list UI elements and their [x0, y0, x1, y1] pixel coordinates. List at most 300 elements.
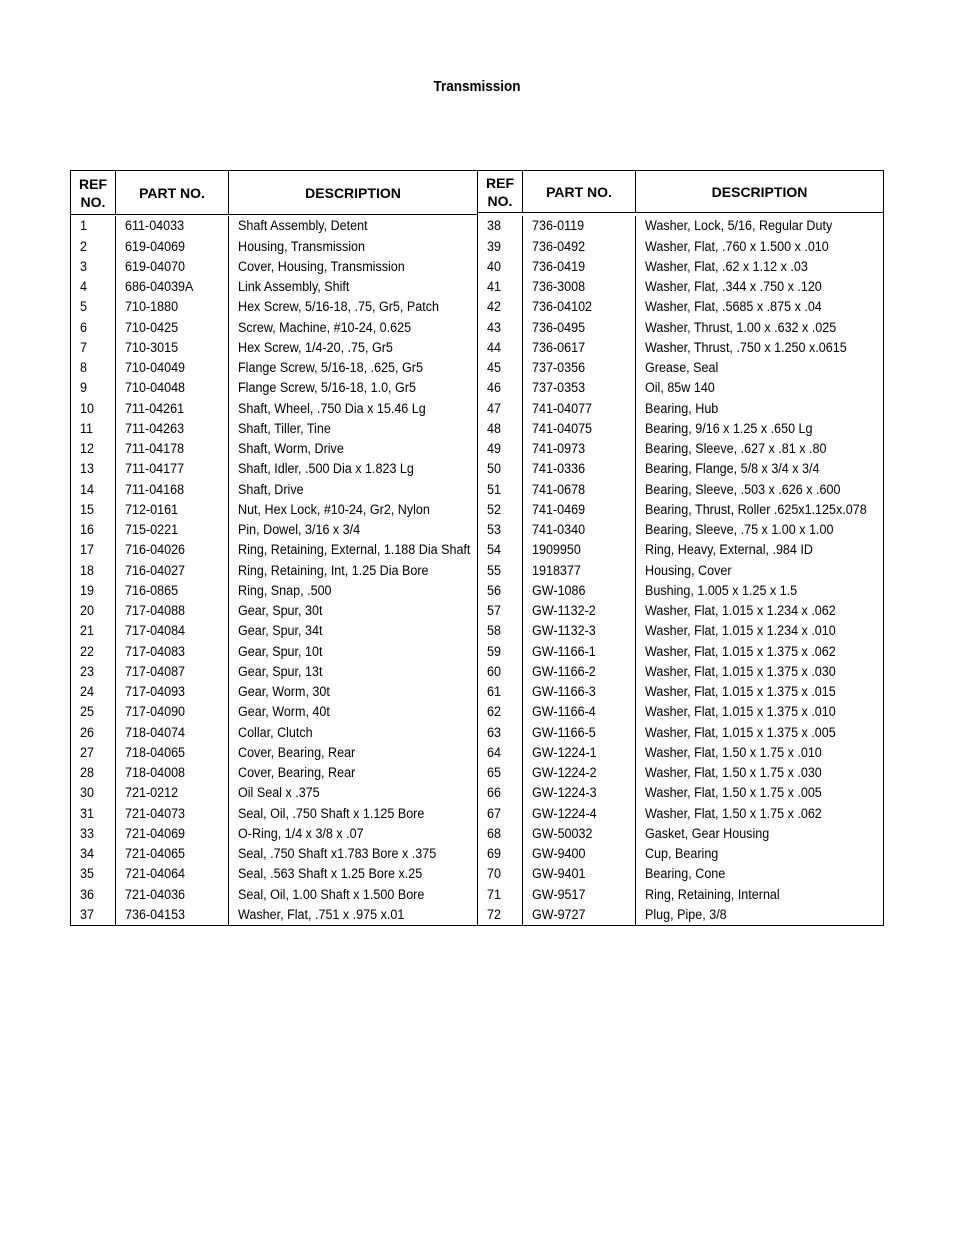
cell-text: 710-0425	[125, 319, 179, 335]
cell-text: Washer, Flat, 1.015 x 1.375 x .010	[645, 704, 836, 720]
cell-text: 50	[487, 461, 501, 477]
cell-text: Collar, Clutch	[238, 724, 313, 740]
description-cell	[636, 642, 883, 662]
cell-text: 47	[487, 400, 501, 416]
cell-text: 741-0678	[532, 481, 586, 497]
cell-text: 44	[487, 339, 501, 355]
cell-text: 711-04178	[125, 441, 185, 456]
ref-no-cell	[71, 257, 115, 277]
cell-text: 736-04102	[532, 299, 593, 315]
cell-text: 59	[487, 643, 501, 659]
description-cell	[229, 601, 477, 621]
part-no-cell	[523, 338, 635, 358]
cell-text: Washer, Flat, .62 x 1.12 x .03	[645, 258, 808, 274]
ref-no-cell	[71, 419, 115, 439]
cell-text: 31	[80, 805, 94, 821]
description-cell	[229, 419, 477, 439]
part-no-cell	[523, 540, 635, 560]
cell-text: Washer, Flat, 1.015 x 1.375 x .062	[645, 643, 836, 659]
cell-text: 35	[80, 866, 94, 882]
cell-text: Gear, Worm, 30t	[238, 684, 330, 699]
cell-text: 20	[80, 603, 94, 618]
part-no-cell	[116, 500, 228, 520]
cell-text: 718-04065	[125, 744, 186, 760]
cell-text: 25	[80, 704, 94, 720]
cell-text: 58	[487, 623, 501, 639]
cell-text: 717-04088	[125, 603, 186, 618]
cell-text: Link Assembly, Shift	[238, 279, 350, 294]
cell-text: 71	[487, 886, 501, 902]
cell-text: 717-04093	[125, 684, 186, 699]
ref-no-cell	[478, 378, 522, 398]
cell-text: 48	[487, 420, 501, 436]
part-no-cell	[116, 216, 228, 236]
cell-text: Ring, Retaining, Internal	[645, 886, 780, 902]
cell-text: 721-04036	[125, 886, 186, 902]
cell-text: Washer, Flat, .344 x .750 x .120	[645, 279, 822, 294]
cell-text: 67	[487, 805, 501, 821]
cell-text: Flange Screw, 5/16-18, .625, Gr5	[238, 360, 423, 375]
part-no-cell	[523, 581, 635, 601]
cell-text: 736-0617	[532, 339, 586, 355]
cell-text: Nut, Hex Lock, #10-24, Gr2, Nylon	[238, 501, 430, 517]
cell-text: Shaft, Tiller, Tine	[238, 420, 331, 436]
part-no-cell	[116, 581, 228, 601]
part-no-cell	[523, 824, 635, 844]
part-no-cell	[523, 500, 635, 520]
cell-text: Ring, Heavy, External, .984 ID	[645, 542, 813, 558]
cell-text: Cover, Bearing, Rear	[238, 744, 356, 760]
cell-text: 736-04153	[125, 906, 186, 922]
header-ref-no	[478, 171, 523, 212]
cell-text: 72	[487, 906, 501, 922]
description-cell	[229, 257, 477, 277]
cell-text: Washer, Thrust, 1.00 x .632 x .025	[645, 319, 837, 335]
part-no-cell	[116, 763, 228, 783]
cell-text: Washer, Flat, 1.015 x 1.375 x .015	[645, 684, 836, 699]
description-cell	[636, 702, 883, 722]
ref-no-cell	[71, 399, 115, 419]
cell-text: 5	[80, 299, 87, 315]
part-no-cell	[116, 743, 228, 763]
ref-no-cell	[478, 804, 522, 824]
cell-text: Seal, .750 Shaft x1.783 Bore x .375	[238, 846, 437, 861]
cell-text: 22	[80, 643, 94, 659]
cell-text: O-Ring, 1/4 x 3/8 x .07	[238, 825, 364, 841]
description-cell	[636, 905, 883, 925]
cell-text: 70	[487, 866, 501, 882]
cell-text: 14	[80, 481, 94, 497]
ref-no-cell	[478, 237, 522, 257]
cell-text: 716-04026	[125, 542, 186, 558]
ref-no-cell	[478, 561, 522, 581]
cell-text: 712-0161	[125, 501, 179, 517]
page-title: Transmission	[433, 78, 521, 95]
cell-text: Gear, Worm, 40t	[238, 704, 330, 720]
part-no-cell	[116, 885, 228, 905]
cell-text: 63	[487, 724, 501, 740]
cell-text: GW-1224-2	[532, 765, 597, 780]
cell-text: Gear, Spur, 10t	[238, 643, 323, 659]
part-no-cell	[523, 844, 635, 864]
ref-no-cell	[71, 763, 115, 783]
ref-no-cell	[71, 864, 115, 884]
part-no-cell	[523, 561, 635, 581]
ref-no-cell	[478, 743, 522, 763]
ref-no-cell	[478, 642, 522, 662]
description-cell	[636, 439, 883, 459]
cell-text: GW-1224-3	[532, 785, 597, 801]
part-no-cell	[523, 763, 635, 783]
description-cell	[636, 277, 883, 297]
cell-text: 68	[487, 825, 501, 841]
cell-text: Bearing, Sleeve, .503 x .626 x .600	[645, 481, 841, 497]
description-cell	[229, 378, 477, 398]
ref-no-cell	[478, 905, 522, 925]
cell-text: Bearing, Hub	[645, 400, 719, 416]
cell-text: 710-04048	[125, 380, 186, 396]
cell-text: 61	[487, 684, 501, 699]
part-no-cell	[116, 257, 228, 277]
cell-text: 65	[487, 765, 501, 780]
ref-no-cell	[71, 885, 115, 905]
table-body	[478, 213, 883, 925]
cell-text: Washer, Flat, .760 x 1.500 x .010	[645, 238, 829, 254]
part-no-cell	[116, 520, 228, 540]
cell-text: Bearing, Thrust, Roller .625x1.125x.078	[645, 501, 867, 517]
cell-text: 13	[80, 461, 94, 477]
ref-no-cell	[478, 702, 522, 722]
cell-text: 52	[487, 501, 501, 517]
description-cell	[229, 621, 477, 641]
description-cell	[229, 682, 477, 702]
part-no-cell	[116, 864, 228, 884]
description-cell	[636, 561, 883, 581]
description-cell	[229, 399, 477, 419]
ref-no-cell	[478, 540, 522, 560]
cell-text: 741-0340	[532, 522, 586, 537]
description-column	[229, 216, 477, 925]
cell-text: Shaft, Worm, Drive	[238, 441, 344, 456]
cell-text: 10	[80, 400, 94, 416]
cell-text: 12	[80, 441, 94, 456]
cell-text: 736-0119	[532, 218, 585, 234]
part-no-cell	[116, 358, 228, 378]
cell-text: 736-0492	[532, 238, 586, 254]
cell-text: Washer, Flat, 1.015 x 1.375 x .030	[645, 663, 836, 679]
part-no-cell	[116, 237, 228, 257]
part-no-cell	[116, 783, 228, 803]
part-no-cell	[116, 561, 228, 581]
cell-text: 42	[487, 299, 501, 315]
cell-text: 34	[80, 846, 94, 861]
ref-no-cell	[478, 216, 522, 236]
part-no-cell	[116, 601, 228, 621]
cell-text: 51	[487, 481, 501, 497]
part-no-cell	[523, 662, 635, 682]
part-no-cell	[523, 297, 635, 317]
cell-text: 46	[487, 380, 501, 396]
ref-no-cell	[478, 277, 522, 297]
cell-text: 2	[80, 238, 87, 254]
cell-text: 710-3015	[125, 339, 179, 355]
cell-text: 718-04008	[125, 765, 186, 780]
cell-text: GW-9400	[532, 846, 586, 861]
cell-text: Bushing, 1.005 x 1.25 x 1.5	[645, 582, 798, 598]
description-cell	[229, 642, 477, 662]
cell-text: 716-0865	[125, 582, 179, 598]
ref-no-cell	[478, 662, 522, 682]
cell-text: Bearing, Cone	[645, 866, 726, 882]
ref-no-cell	[71, 439, 115, 459]
description-cell	[636, 480, 883, 500]
description-cell	[636, 581, 883, 601]
ref-no-cell	[71, 723, 115, 743]
description-cell	[636, 419, 883, 439]
ref-no-cell	[478, 601, 522, 621]
cell-text: Gasket, Gear Housing	[645, 825, 770, 841]
part-column	[116, 216, 229, 925]
part-no-cell	[523, 480, 635, 500]
cell-text: 37	[80, 906, 94, 922]
cell-text: GW-9401	[532, 866, 586, 882]
cell-text: GW-1166-4	[532, 704, 596, 720]
cell-text: 741-0973	[532, 441, 586, 456]
cell-text: Flange Screw, 5/16-18, 1.0, Gr5	[238, 380, 416, 396]
cell-text: Washer, Flat, 1.015 x 1.234 x .010	[645, 623, 836, 639]
cell-text: 39	[487, 238, 501, 254]
description-cell	[229, 763, 477, 783]
cell-text: 17	[80, 542, 94, 558]
cell-text: Washer, Flat, 1.015 x 1.375 x .005	[645, 724, 836, 740]
cell-text: 721-0212	[125, 785, 179, 801]
ref-no-cell	[478, 318, 522, 338]
cell-text: 716-04027	[125, 562, 186, 578]
cell-text: 27	[80, 744, 94, 760]
ref-no-cell	[71, 662, 115, 682]
description-cell	[229, 561, 477, 581]
ref-no-cell	[71, 358, 115, 378]
ref-no-cell	[478, 480, 522, 500]
description-cell	[229, 581, 477, 601]
ref-no-cell	[71, 520, 115, 540]
cell-text: 49	[487, 441, 501, 456]
part-no-cell	[116, 844, 228, 864]
ref-no-cell	[478, 581, 522, 601]
cell-text: 30	[80, 785, 94, 801]
part-no-cell	[523, 459, 635, 479]
cell-text: 55	[487, 562, 501, 578]
description-cell	[636, 824, 883, 844]
cell-text: 45	[487, 360, 501, 375]
cell-text: GW-9517	[532, 886, 586, 902]
part-no-cell	[116, 662, 228, 682]
cell-text: Hex Screw, 5/16-18, .75, Gr5, Patch	[238, 299, 439, 315]
cell-text: 64	[487, 744, 501, 760]
cell-text: 23	[80, 663, 94, 679]
cell-text: Washer, Thrust, .750 x 1.250 x.0615	[645, 339, 847, 355]
ref-no-cell	[71, 905, 115, 925]
description-cell	[229, 824, 477, 844]
cell-text: 711-04177	[125, 461, 185, 477]
ref-no-cell	[71, 480, 115, 500]
cell-text: Pin, Dowel, 3/16 x 3/4	[238, 522, 361, 537]
cell-text: Ring, Retaining, External, 1.188 Dia Shaft	[238, 542, 471, 558]
part-no-cell	[523, 864, 635, 884]
cell-text: 16	[80, 522, 94, 537]
ref-no-cell	[71, 804, 115, 824]
description-cell	[636, 358, 883, 378]
description-cell	[636, 459, 883, 479]
cell-text: Washer, Flat, 1.50 x 1.75 x .010	[645, 744, 822, 760]
part-no-cell	[116, 318, 228, 338]
ref-no-cell	[478, 783, 522, 803]
cell-text: Washer, Flat, .5685 x .875 x .04	[645, 299, 822, 315]
ref-no-cell	[478, 682, 522, 702]
cell-text: 69	[487, 846, 501, 861]
cell-text: Washer, Flat, 1.50 x 1.75 x .030	[645, 765, 822, 780]
cell-text: Oil, 85w 140	[645, 380, 715, 396]
header-ref-label: REF NO.	[79, 175, 107, 210]
cell-text: Cover, Housing, Transmission	[238, 258, 405, 274]
description-cell	[229, 358, 477, 378]
description-cell	[229, 702, 477, 722]
header-ref-label: REF NO.	[486, 174, 514, 209]
cell-text: Housing, Cover	[645, 562, 732, 578]
part-no-cell	[116, 338, 228, 358]
part-no-cell	[116, 621, 228, 641]
ref-no-cell	[71, 338, 115, 358]
description-cell	[636, 257, 883, 277]
ref-column	[71, 216, 116, 925]
cell-text: GW-1132-3	[532, 623, 596, 639]
ref-no-cell	[478, 723, 522, 743]
ref-no-cell	[71, 561, 115, 581]
cell-text: 686-04039A	[125, 279, 194, 294]
cell-text: 717-04087	[125, 663, 186, 679]
cell-text: GW-9727	[532, 906, 586, 922]
ref-no-cell	[71, 297, 115, 317]
part-no-cell	[116, 905, 228, 925]
ref-no-cell	[478, 864, 522, 884]
cell-text: 737-0356	[532, 360, 586, 375]
description-cell	[229, 216, 477, 236]
ref-no-cell	[71, 783, 115, 803]
part-no-cell	[523, 277, 635, 297]
description-cell	[636, 743, 883, 763]
cell-text: 40	[487, 258, 501, 274]
description-cell	[229, 905, 477, 925]
description-cell	[636, 763, 883, 783]
cell-text: 57	[487, 603, 501, 618]
part-no-cell	[523, 804, 635, 824]
part-no-cell	[523, 399, 635, 419]
part-no-cell	[116, 723, 228, 743]
description-cell	[229, 804, 477, 824]
part-no-cell	[116, 702, 228, 722]
ref-no-cell	[478, 338, 522, 358]
description-cell	[636, 540, 883, 560]
cell-text: 33	[80, 825, 94, 841]
description-cell	[229, 500, 477, 520]
cell-text: 721-04069	[125, 825, 186, 841]
cell-text: 66	[487, 785, 501, 801]
header-description: DESCRIPTION	[305, 184, 401, 201]
description-cell	[636, 662, 883, 682]
cell-text: 62	[487, 704, 501, 720]
cell-text: 717-04090	[125, 704, 186, 720]
cell-text: 721-04065	[125, 846, 186, 861]
part-no-cell	[523, 682, 635, 702]
ref-no-cell	[478, 885, 522, 905]
part-no-cell	[523, 216, 635, 236]
part-no-cell	[523, 702, 635, 722]
cell-text: GW-1166-5	[532, 724, 596, 740]
cell-text: Ring, Snap, .500	[238, 582, 332, 598]
cell-text: Hex Screw, 1/4-20, .75, Gr5	[238, 339, 393, 355]
cell-text: 36	[80, 886, 94, 902]
description-cell	[636, 844, 883, 864]
cell-text: 1909950	[532, 542, 581, 558]
cell-text: Washer, Flat, 1.015 x 1.234 x .062	[645, 603, 836, 618]
cell-text: Bearing, 9/16 x 1.25 x .650 Lg	[645, 420, 813, 436]
ref-no-cell	[478, 824, 522, 844]
cell-text: Bearing, Sleeve, .75 x 1.00 x 1.00	[645, 522, 834, 537]
description-cell	[229, 237, 477, 257]
ref-no-cell	[478, 844, 522, 864]
cell-text: Washer, Flat, 1.50 x 1.75 x .005	[645, 785, 822, 801]
ref-no-cell	[478, 297, 522, 317]
cell-text: GW-1224-1	[532, 744, 597, 760]
description-cell	[636, 783, 883, 803]
part-no-cell	[523, 237, 635, 257]
part-no-cell	[116, 804, 228, 824]
description-cell	[636, 297, 883, 317]
cell-text: Seal, Oil, 1.00 Shaft x 1.500 Bore	[238, 886, 425, 902]
cell-text: 18	[80, 562, 94, 578]
cell-text: Gear, Spur, 13t	[238, 663, 323, 679]
cell-text: 718-04074	[125, 724, 186, 740]
cell-text: 41	[487, 279, 501, 294]
cell-text: 24	[80, 684, 94, 699]
cell-text: 53	[487, 522, 501, 537]
description-cell	[636, 237, 883, 257]
cell-text: 711-04168	[125, 481, 185, 497]
description-cell	[229, 743, 477, 763]
cell-text: Washer, Flat, 1.50 x 1.75 x .062	[645, 805, 822, 821]
part-no-cell	[116, 682, 228, 702]
part-no-cell	[116, 439, 228, 459]
cell-text: GW-1224-4	[532, 805, 597, 821]
part-no-cell	[116, 480, 228, 500]
cell-text: 721-04064	[125, 866, 186, 882]
cell-text: 711-04263	[125, 420, 185, 436]
part-no-cell	[523, 257, 635, 277]
cell-text: 6	[80, 319, 87, 335]
part-no-cell	[523, 378, 635, 398]
ref-no-cell	[71, 844, 115, 864]
description-cell	[636, 885, 883, 905]
table-body	[71, 215, 477, 925]
cell-text: 736-0419	[532, 258, 586, 274]
ref-no-cell	[71, 216, 115, 236]
cell-text: 7	[80, 339, 87, 355]
description-cell	[229, 297, 477, 317]
part-no-cell	[116, 297, 228, 317]
part-no-cell	[523, 723, 635, 743]
cell-text: Cover, Bearing, Rear	[238, 765, 356, 780]
description-cell	[636, 723, 883, 743]
